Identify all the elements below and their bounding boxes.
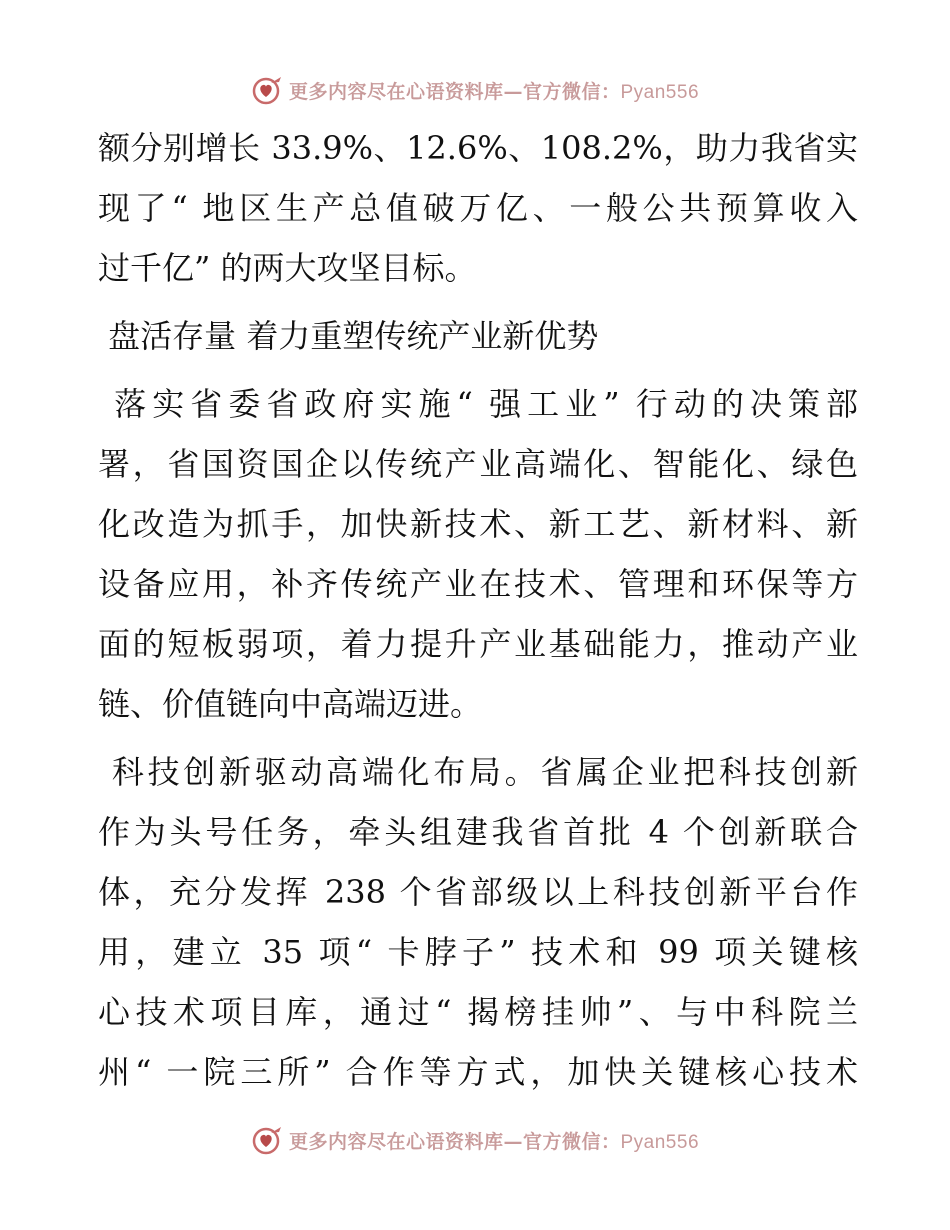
document-body (98, 118, 858, 1102)
watermark-wechat-id: Pyan556 (620, 81, 700, 103)
text-line: 链、价值链向中高端迈进。 (98, 685, 483, 723)
paragraph-1 (98, 118, 858, 298)
text-line: 署，省国资国企以传统产业高端化、智能化、绿色 (98, 445, 858, 483)
text-line: 用，建立 35 项“ 卡脖子” 技术和 99 项关键核 (98, 933, 858, 971)
watermark-header (0, 72, 950, 108)
paragraph-2 (98, 374, 858, 734)
text-line: 体，充分发挥 238 个省部级以上科技创新平台作 (98, 873, 858, 911)
text-line: 面的短板弱项，着力提升产业基础能力，推动产业 (98, 625, 858, 663)
text-line: 过千亿” 的两大攻坚目标。 (98, 249, 477, 287)
text-line: 州“ 一院三所” 合作等方式，加快关键核心技术 (98, 1053, 858, 1091)
watermark-text: 更多内容尽在心语资料库—官方微信： (288, 1130, 621, 1153)
text-line: 额分别增长 33.9%、12.6%、108.2%，助力我省实 (98, 129, 858, 167)
text-line: 心技术项目库，通过“ 揭榜挂帅”、与中科院兰 (98, 993, 858, 1031)
text-line: 现了“ 地区生产总值破万亿、一般公共预算收入 (98, 189, 858, 227)
watermark-wechat-id: Pyan556 (620, 1131, 700, 1153)
text-line: 落实省委省政府实施“ 强工业” 行动的决策部 (98, 385, 858, 423)
heart-logo-icon (251, 1123, 285, 1157)
heart-logo-icon (251, 73, 285, 107)
paragraph-3 (98, 742, 858, 1102)
text-line: 设备应用，补齐传统产业在技术、管理和环保等方 (98, 565, 858, 603)
text-line: 科技创新驱动高端化布局。省属企业把科技创新 (98, 753, 858, 791)
section-heading (98, 306, 858, 366)
text-line: 化改造为抓手，加快新技术、新工艺、新材料、新 (98, 505, 858, 543)
watermark-text: 更多内容尽在心语资料库—官方微信： (288, 80, 621, 103)
heading-text: 盘活存量 着力重塑传统产业新优势 (98, 317, 599, 355)
watermark-footer (0, 1122, 950, 1158)
text-line: 作为头号任务，牵头组建我省首批 4 个创新联合 (98, 813, 858, 851)
